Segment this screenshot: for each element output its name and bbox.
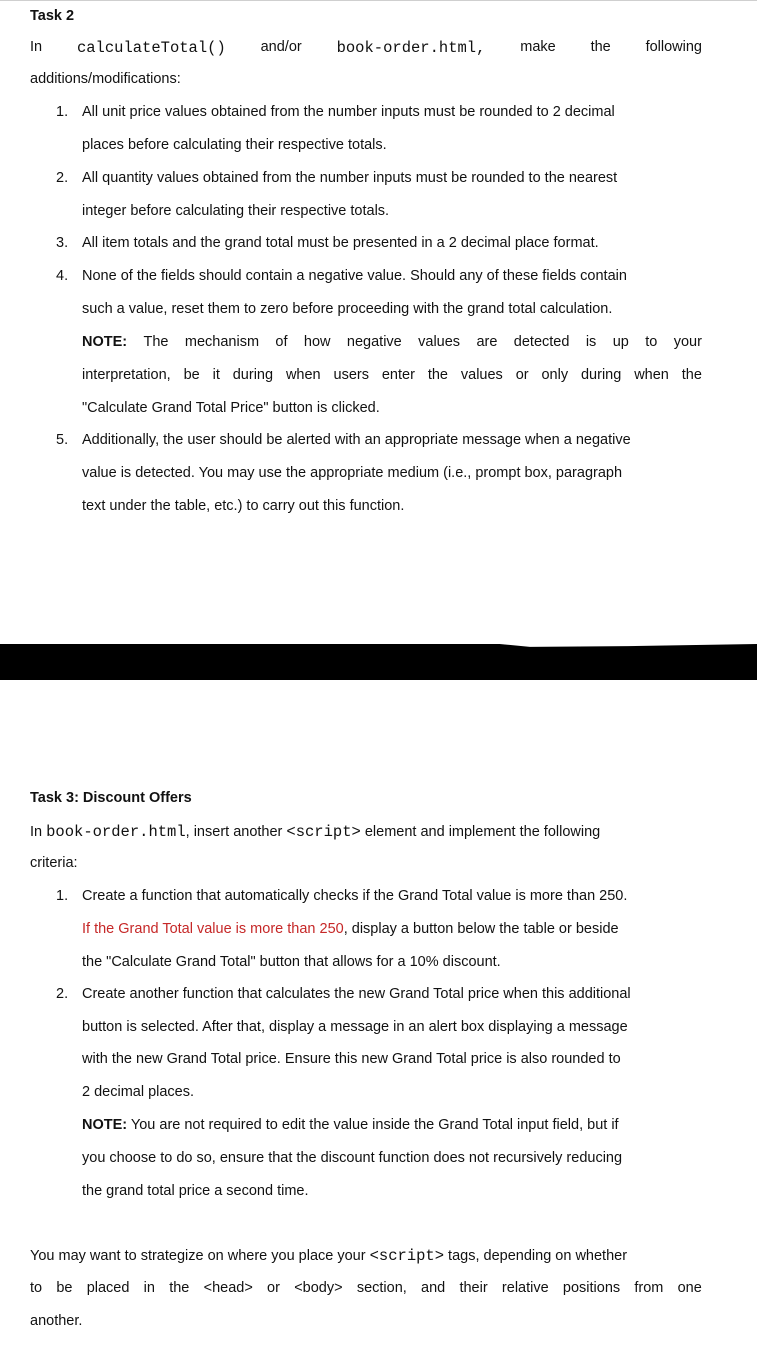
note-word: only [541, 367, 569, 383]
footer-word: placed [86, 1280, 130, 1296]
footer-word: section, [356, 1280, 407, 1296]
footer-line2 [30, 1280, 702, 1296]
list-item-text: , display a button below the table or beside [343, 921, 619, 937]
note-word: during [232, 367, 274, 383]
footer-text: You may want to strategize on where you place your [30, 1248, 370, 1264]
note-text: You are not required to edit the value inside the Grand Total input field, but if [127, 1117, 619, 1133]
intro-word: the [590, 39, 611, 55]
note-word: is [585, 334, 597, 350]
footer-word: positions [562, 1280, 621, 1296]
intro-word: following [645, 39, 702, 55]
note-word: up [612, 334, 629, 350]
footer-word: to [30, 1280, 43, 1296]
footer-line3: another. [30, 1313, 83, 1329]
footer-word: and [421, 1280, 446, 1296]
note-word: detected [513, 334, 570, 350]
footer-word: relative [501, 1280, 549, 1296]
note-word: values [418, 334, 461, 350]
list-item-text: button is selected. After that, display a message in an alert box displaying a message [82, 1019, 628, 1035]
list-number: 3. [56, 235, 69, 251]
list-item-text: 2 decimal places. [82, 1084, 195, 1100]
note-word: when [285, 367, 321, 383]
intro-code-script: <script> [286, 823, 361, 841]
footer-word: their [459, 1280, 488, 1296]
note-word: enter [381, 367, 415, 383]
note-word: the [427, 367, 448, 383]
intro-code-file: book-order.html, [336, 39, 486, 57]
list-item-text: with the new Grand Total price. Ensure this new Grand Total price is also rounded to [82, 1051, 621, 1067]
intro-word: and/or [260, 39, 302, 55]
footer-word: be [56, 1280, 73, 1296]
note-word: users [333, 367, 369, 383]
list-item-text: None of the fields should contain a negative value. Should any of these fields contain [82, 268, 627, 284]
note-word: of [275, 334, 288, 350]
task3-intro-line1 [30, 823, 600, 841]
task2-note-line2 [82, 367, 702, 383]
list-item-text: places before calculating their respective totals. [82, 137, 387, 153]
task2-note-line3: "Calculate Grand Total Price" button is clicked. [82, 400, 380, 416]
list-number: 5. [56, 432, 69, 448]
footer-code-script: <script> [369, 1247, 445, 1265]
red-highlight: If the Grand Total value is more than 250 [82, 921, 344, 937]
footer-word: one [677, 1280, 702, 1296]
note-word: during [580, 367, 622, 383]
list-item-text: Create another function that calculates the new Grand Total price when this additional [82, 986, 631, 1002]
note-word: how [303, 334, 331, 350]
task2-note-line1 [82, 334, 702, 350]
footer-word: in [143, 1280, 155, 1296]
list-number: 1. [56, 888, 69, 904]
list-number: 4. [56, 268, 69, 284]
task3-note-line3: the grand total price a second time. [82, 1183, 309, 1199]
footer-line1 [30, 1247, 627, 1265]
footer-text: tags, depending on whether [444, 1248, 628, 1264]
list-item-text: the "Calculate Grand Total" button that allows for a 10% discount. [82, 954, 501, 970]
task2-intro-line2: additions/modifications: [30, 71, 181, 87]
note-label: NOTE: [82, 334, 128, 350]
list-item-text: Create a function that automatically checks if the Grand Total value is more than 250. [82, 888, 628, 904]
footer-word: from [634, 1280, 664, 1296]
list-item-text: text under the table, etc.) to carry out this function. [82, 498, 405, 514]
task3-note-line2: you choose to do so, ensure that the discount function does not recursively reducing [82, 1150, 623, 1166]
redaction-bar [0, 644, 757, 680]
footer-tag-body: <body> [294, 1280, 343, 1296]
list-item-text: Additionally, the user should be alerted with an appropriate message when a negative [82, 432, 631, 448]
list-number: 1. [56, 104, 69, 120]
note-word: when [634, 367, 669, 383]
top-border [0, 0, 757, 1]
task2-intro-line1 [30, 39, 702, 57]
list-number: 2. [56, 986, 69, 1002]
note-word: your [673, 334, 702, 350]
note-word: or [515, 367, 529, 383]
note-word: the [681, 367, 702, 383]
list-item-text: integer before calculating their respective totals. [82, 203, 390, 219]
intro-text: In [30, 824, 47, 840]
intro-word: make [520, 39, 556, 55]
note-word: The [143, 334, 169, 350]
task3-intro-line2: criteria: [30, 855, 78, 871]
intro-word: In [30, 39, 43, 55]
note-word: negative [346, 334, 402, 350]
list-number: 2. [56, 170, 69, 186]
intro-code-file: book-order.html [46, 823, 186, 841]
list-item-text: All item totals and the grand total must be presented in a 2 decimal place format. [82, 235, 599, 251]
list-item-text: value is detected. You may use the appropriate medium (i.e., prompt box, paragraph [82, 465, 623, 481]
footer-word: the [169, 1280, 190, 1296]
intro-text: , insert another [185, 824, 287, 840]
note-label: NOTE: [82, 1117, 128, 1133]
note-word: are [476, 334, 498, 350]
note-word: it [212, 367, 220, 383]
intro-code-function: calculateTotal() [76, 39, 226, 57]
note-word: interpretation, [82, 367, 171, 383]
task3-title: Task 3: Discount Offers [30, 790, 192, 806]
list-item-text: such a value, reset them to zero before proceeding with the grand total calculation. [82, 301, 613, 317]
note-word: be [183, 367, 200, 383]
task2-title: Task 2 [30, 8, 75, 24]
note-word: mechanism [184, 334, 260, 350]
intro-text: element and implement the following [360, 824, 601, 840]
list-item-text: All quantity values obtained from the number inputs must be rounded to the nearest [82, 170, 618, 186]
task3-note-line1 [82, 1117, 619, 1133]
list-item-text: All unit price values obtained from the number inputs must be rounded to 2 decimal [82, 104, 615, 120]
note-word: values [460, 367, 503, 383]
note-word: to [645, 334, 658, 350]
footer-tag-head: <head> [203, 1280, 253, 1296]
list-item-text-highlight [82, 921, 619, 937]
footer-word: or [267, 1280, 280, 1296]
